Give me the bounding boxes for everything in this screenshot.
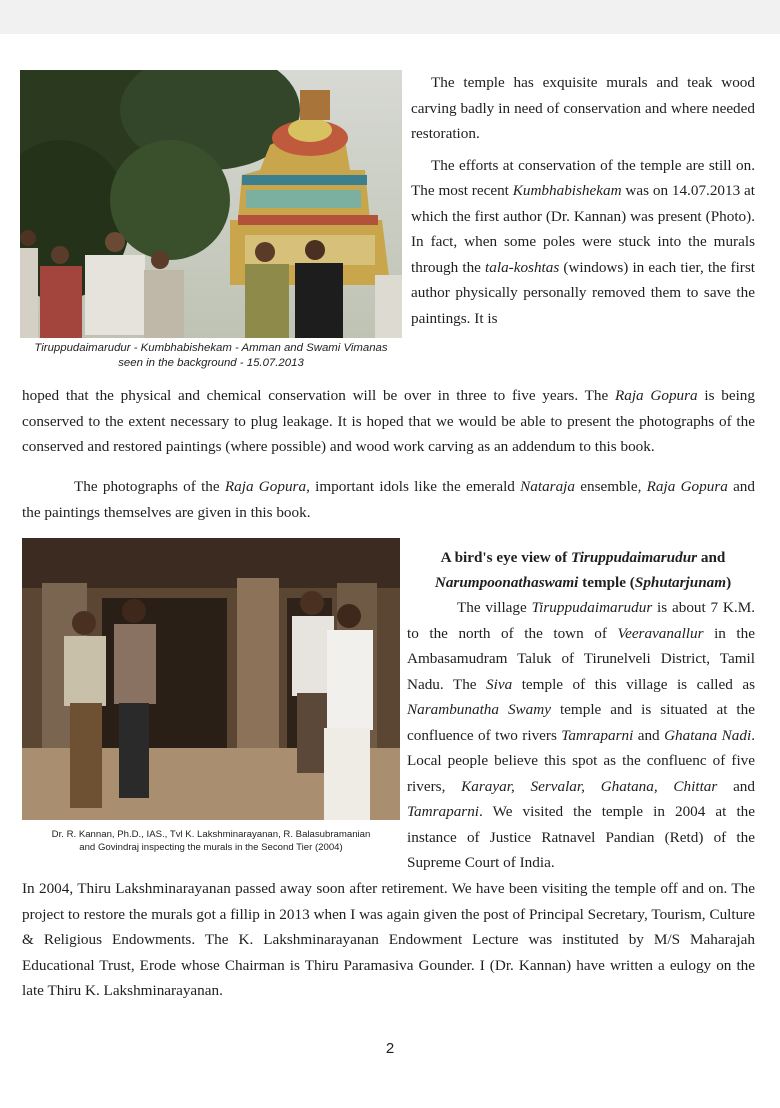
p2-text-3: (windows) in each tier, the first author physically personally removed them to save the paintings. It is (411, 258, 755, 327)
photo1-caption (20, 341, 402, 371)
p4-term-6: Ghatana Nadi (664, 726, 752, 744)
heading-term-1: Tiruppudaimarudur (571, 549, 698, 566)
paragraph-4-continued: In 2004, Thiru Lakshminarayanan passed away soon after retirement. We have been visiting the temple off and on. The project to restore the murals got a fillip in 2013 when I was again given the post of Principal Secretary, Tourism, Culture & Religious Endowments. The K. Lakshminarayanan Endowment Lecture was instituted by M/S Maharajah Educational Trust, Erode whose Chairman is Thiru Paramasiva Gounder. I (Dr. Kannan) have written a eulogy on the late Thiru K. Lakshminarayanan. (22, 880, 755, 999)
p4-term-4: Narambunatha Swamy (407, 701, 551, 718)
heading-text-3: temple ( (578, 574, 635, 591)
p3-term-2: Nataraja (520, 478, 575, 495)
paragraph-3 (22, 474, 755, 525)
p2-text-2: was on 14.07.2013 at which the first author (Dr. Kannan) was present (Photo). In fact, when some poles were stuck into the murals through the (411, 182, 755, 276)
p4-term-7: Karayar, Servalar, Ghatana, Chittar (461, 777, 718, 795)
p4-term-2: Veeravanallur (617, 624, 704, 642)
heading-text-4: ) (726, 574, 732, 591)
p3-term-1: Raja Gopura (224, 478, 307, 495)
p4-text-2: is about 7 K.M. to the north of the town of (407, 599, 755, 642)
photo2-caption-line2: and Govindraj inspecting the murals in the Second Tier (2004) (79, 842, 343, 853)
scan-top-band (0, 0, 780, 34)
paragraph-2-continued (22, 383, 755, 460)
p4-text-5: temple and is situated at the confluence of two rivers (407, 701, 755, 744)
p4-term-3: Siva (486, 675, 513, 693)
p2-term-tala-koshtas: tala-koshtas (485, 258, 560, 276)
p3-text-1: The photographs of the (74, 478, 225, 495)
p2-term-kumbhabishekam: Kumbhabishekam (512, 182, 622, 199)
paragraph-1: The temple has exquisite murals and teak wood carving badly in need of conservation and where needed restoration. (411, 74, 755, 142)
paragraph-4 (407, 595, 755, 876)
p2-text-4: hoped that the physical and chemical conservation will be over in three to five years. The (22, 387, 615, 404)
p3-text-3: ensemble, (575, 478, 647, 495)
murals-inspection-photo (22, 538, 400, 820)
heading-term-3: Sphutarjunam (634, 574, 727, 591)
p2-text-1: The efforts at conservation of the temple are still on. The most recent (411, 156, 755, 199)
p2-term-raja-gopura: Raja Gopura (614, 387, 698, 404)
p4-term-5: Tamraparni (561, 726, 634, 744)
page-number: 2 (385, 1040, 395, 1057)
p4-text-8: and (717, 777, 755, 795)
p4-text-4: temple of this village is called as (512, 675, 756, 693)
kumbhabishekam-photo (20, 70, 402, 338)
p4-text-6: and (633, 726, 665, 744)
p4-text-1: The village (457, 599, 532, 616)
heading-text-2: and (697, 549, 726, 566)
heading-term-2: Narumpoonathaswami (434, 574, 579, 591)
p4-text-3: in the Ambasamudram Taluk of Tirunelveli District, Tamil Nadu. The (407, 624, 755, 693)
p4-text-9: . We visited the temple in 2004 at the instance of Justice Ratnavel Pandian (Retd) of the Supreme Court of India. (407, 803, 755, 871)
p4-text-7: . Local people believe this spot as the confluenc of five rivers, (407, 726, 755, 795)
photo2-caption-line1: Dr. R. Kannan, Ph.D., IAS., Tvl K. Lakshminarayanan, R. Balasubramanian (51, 829, 371, 840)
photo1-caption-line2: seen in the background - 15.07.2013 (118, 357, 304, 369)
p2-text-5: is being conserved to the extent necessary to plug leakage. It is hoped that we would be able to present the photographs of the conserved and restored paintings (where possible) and wood work carving as an addendum to this book. (22, 387, 755, 455)
photo1-caption-line1: Tiruppudaimarudur - Kumbhabishekam - Amman and Swami Vimanas (34, 342, 388, 354)
photo2-caption (20, 828, 402, 854)
heading-text-1: A bird's eye view of (440, 549, 571, 566)
p3-text-4: and the paintings themselves are given in this book. (22, 478, 755, 521)
right-column-top (411, 70, 755, 331)
section-heading (411, 545, 755, 595)
p3-term-3: Raja Gopura (646, 478, 728, 495)
p4-term-1: Tiruppudaimarudur (531, 599, 653, 616)
p3-text-2: , important idols like the emerald (306, 478, 521, 495)
paragraph-2-start (411, 153, 755, 332)
p4-term-8: Tamraparni (407, 803, 480, 820)
